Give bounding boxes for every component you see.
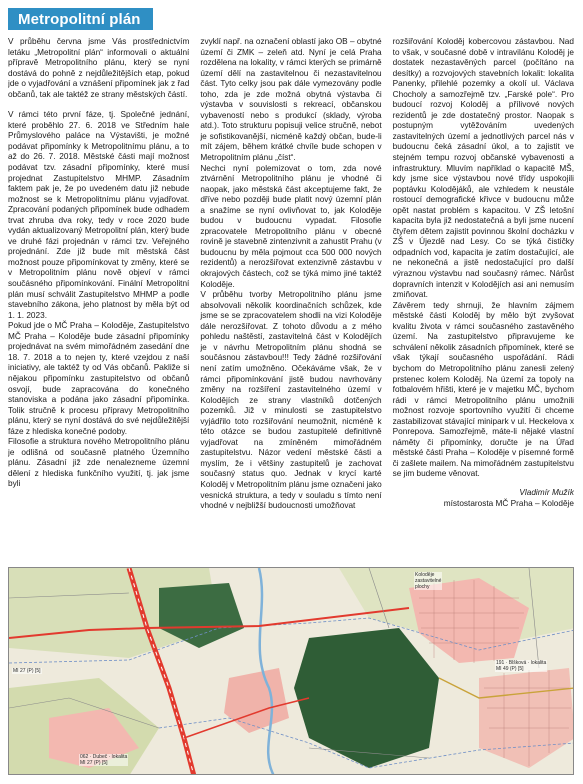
article-body xyxy=(8,37,574,564)
map-label: MI 27 (P) [5] xyxy=(13,668,41,674)
paragraph: V rámci této první fáze, tj. Společné jednání, které proběhlo 27. 6. 2018 ve Středním hale Průmyslového paláce na Výstavišti, je možné podávat připomínky k Metropolitnímu plánu, a to až do 26. 7. 2018. Městské části mají možnost podávat tzv. zásadní připomínky, které musí projednat Zastupitelstvo MHMP. Zásadním faktem pak je, že po uvedeném datu již nebude možnost se k Metropolitnímu plánu vyjadřovat. Zpracování podaných připomínek bude odhadem trvat zhruba dva roky, tedy v roce 2020 bude vydán aktualizovaný Metropolitní plán, který bude ve druhé fázi projednán v rámci tzv. Veřejného projednání. Zde již bude mít městská část možnost pouze připomínkovat ty změny, které se v Metropolitním plánu nově objeví v rámci součásného připomínkování. Finální Metropolitní plán musí schválit Zastupitelstvo MHMP a podle stavebního zákona, jeho platnost by měla být od 1. 1. 2023. xyxy=(8,110,190,320)
article-column-1 xyxy=(8,37,189,564)
article-column-2 xyxy=(200,37,381,564)
signature-role: místostarosta MČ Praha – Koloděje xyxy=(443,498,574,508)
paragraph: V průběhu června jsme Vás prostřednictvím letáku „Metropolitní plán“ informovali o aktuální přípravě Metropolitního plánu, který se nyní dostává do pohně z nejdůležitějších etap, pokud jde o vyjadřování a vznášení připomínek jak z řad občanů, tak ale taktéž ze strany městských částí. xyxy=(8,37,190,99)
paragraph: Pokud jde o MČ Praha – Koloděje, Zastupitelstvo MČ Praha – Koloděje bude zásadní připomínky projednávat na svém mimořádném zasedání dne 18. 7. 2018 a to nejen ty, které vzejdou z naší iniciativy, ale taktéž ty od Vás občanů. Pakliže si nějakou připomínku zastupitelstvo od občanů osvojí, bude zapracována do konečného stanoviska a podána jako zásadní připomínka. Tolik stručně k procesu přípravy Metropolitního plánu, který se nyní dostává do své nejdůležitější fáze z hlediska konečné podoby. xyxy=(8,321,190,436)
paragraph: Filosofie a struktura nového Metropolitního plánu je odlišná od současně platného Územního plánu. Zásadní již zde nenalezneme územní dělení z hlediska funkčního využití, tj. jak jsme byli xyxy=(8,437,190,489)
article-column-3 xyxy=(393,37,574,564)
article-title-bar xyxy=(8,8,153,30)
signature xyxy=(393,488,574,509)
map-graphic xyxy=(9,568,574,775)
paragraph: Závěrem tedy shrnuji, že hlavním zájmem městské části Koloděj by mělo být zvyšovat kvalitu života v rámci současného zastavěného území. Na zastupitelstvo připravujeme ke schválení několik zásadních připomínek, které se však týkají současného uspořádání. Rádi bychom do Metropolitního plánu zanesli zelený prstenec kolem Koloděj. Na území za topoly na fotbalovém hřišti, které je v majetku MČ, bychom rádi v rámci Metropolitního plánu umožnili možnost rozvoje sportovního využití či chceme zastabilizovat stávající minipark v ul. Heckelova x Ponrepova. Samozřejmě, máte-li nějaké vlastní náměty či připomínky, doručte je na Úřad městské části Praha – Koloděje v písemné formě či zašlete mailem. Na mimořádném zastupitelstvu se jim budeme věnovat. xyxy=(392,300,574,479)
paragraph: zvyklí např. na označení oblastí jako OB – obytné území či ZMK – zeleň atd. Nyní je celá Praha rozdělena na lokality, v rámci kterých se primárně území dělí na zastavitelnou či nezastavitelnou část. Tyto celky jsou pak dále vymezovány podle toho, zda je zde možná obytná výstavba či výstavba v souvislosti s rekreací, občanskou vybaveností nebo s produkcí (sklady, výroba atd.). Toto strukturu popisuji velice stručně, nebot je sofistikovanější, nicméně každý občan, bude-li mít zájem, během krátké chvíle bude schopen v Metropolitním plánu „číst“. xyxy=(200,37,382,163)
metropolitan-plan-map xyxy=(8,567,574,775)
map-label: Koloděje zastavitelné plochy xyxy=(415,572,442,590)
paragraph: Nechci nyní polemizovat o tom, zda nové ztvárnění Metropolitního plánu je vhodné či naopak, jako městská část akceptujeme fakt, že dříve nebo později bude platit nový územní plán a snažíme se nyní ovlivňovat to, jak Koloděje budou v budoucnu vypadat. Filosofie zpracovatele Metropolitního plánu v obecné rovině je stavebně zintenzivnit a zahustit Prahu (v budoucnu by měla pojmout cca 500 000 nových rezidentů) a nerozšiřovat extenzivně zástavbu v okrajových částech, což se týká mimo jiné taktéž Koloděje. xyxy=(200,163,382,289)
map-label: 191 · Blšková · lokalita MI 49 (P) [5] xyxy=(496,660,547,672)
paragraph: rozšiřování Koloděj kobercovou zástavbou. Nad to však, v současné době v intravilánu Koloděj je dostatek nezastavěných parcel (počítáno na desítky) a rozvojových stavebních lokalit: lokalita Panenky, přilehlé pozemky a okolí ul. Václava Chocholy a samozřejmě tzv. „Farské pole“. Pro budoucí rozvoj Koloděj a přílivové nových rezidentů je zde dostatečný prostor. Naopak s postupným vytěžováním uvedených zastavitelných území a jednotlivých parcel nás v budoucnu čeká zásadní úkol, a to zajistit ve stejném tempu rozvoj občanské vybavenosti a infrastruktury. Mluvím například o kapacitě MŠ, kdy jsme sice výstavbou nové třídy uspokojili poptávku Kolodějáků, ale vzhledem k neustále rostoucí demografické křivce v budoucnu může opět nastat problém s kapacitou. V ZŠ letošní kapacita byla již nedostatečná a byli jsme nucení čtyřem dětem zajistit povinnou školní docházku v ZŠ v Újezdě nad Lesy. Co se týká čističky odpadních vod, kapacita je zatím dostačující, ale ne nekonečná a jistě nedostačující pro další výraznou výstavbu nad současný rámec. Nárůst dopravních intenzit v Kolodějích asi ani nemusím zmiňovat. xyxy=(392,37,574,300)
map-label: 062 · Dubeč · lokalita MI 27 (P) [5] xyxy=(80,754,128,766)
signature-name: Vladimír Mužík xyxy=(519,487,574,497)
paragraph: V průběhu tvorby Metropolitního plánu jsme absolvovali několik koordinačních schůzek, kde jsme se se zpracovatelem shodli na vizi Koloděje dále nerozšiřovat. Z tohoto důvodu a z mého pohledu naštěstí, zastavitelná část v Kolodějích je v návrhu Metropolitním plánu shodná se součásnou zástavbou!!! Tedy žádné rozšiřování není zatím umožněno. Očekáváme však, že v rámci připomínkování jistě budou navrhovány změny na rozšíření zastavitelného území v Kolodějích ze strany vlastníků dotčených pozemků. Již v minulosti se zastupitelstvo vyjádřilo toto rozšiřování neumožnit, nicméně k této otázce se budou zastupitelé definitivně vyjadřovat na zmíněném mimořádném zastupitelstvu. Názor vedení městské části a myslím, že i většiny zastupitelů je zachovat současný status quo. Jednak v krycí karté Koloděj v Metropolitním plánu jsme označeni jako vesnická struktura, a tedy v souladu s tímto není vhodné v nejbližší budoucnosti umožňovat xyxy=(200,290,382,511)
article-title: Metropolitní plán xyxy=(18,10,141,28)
